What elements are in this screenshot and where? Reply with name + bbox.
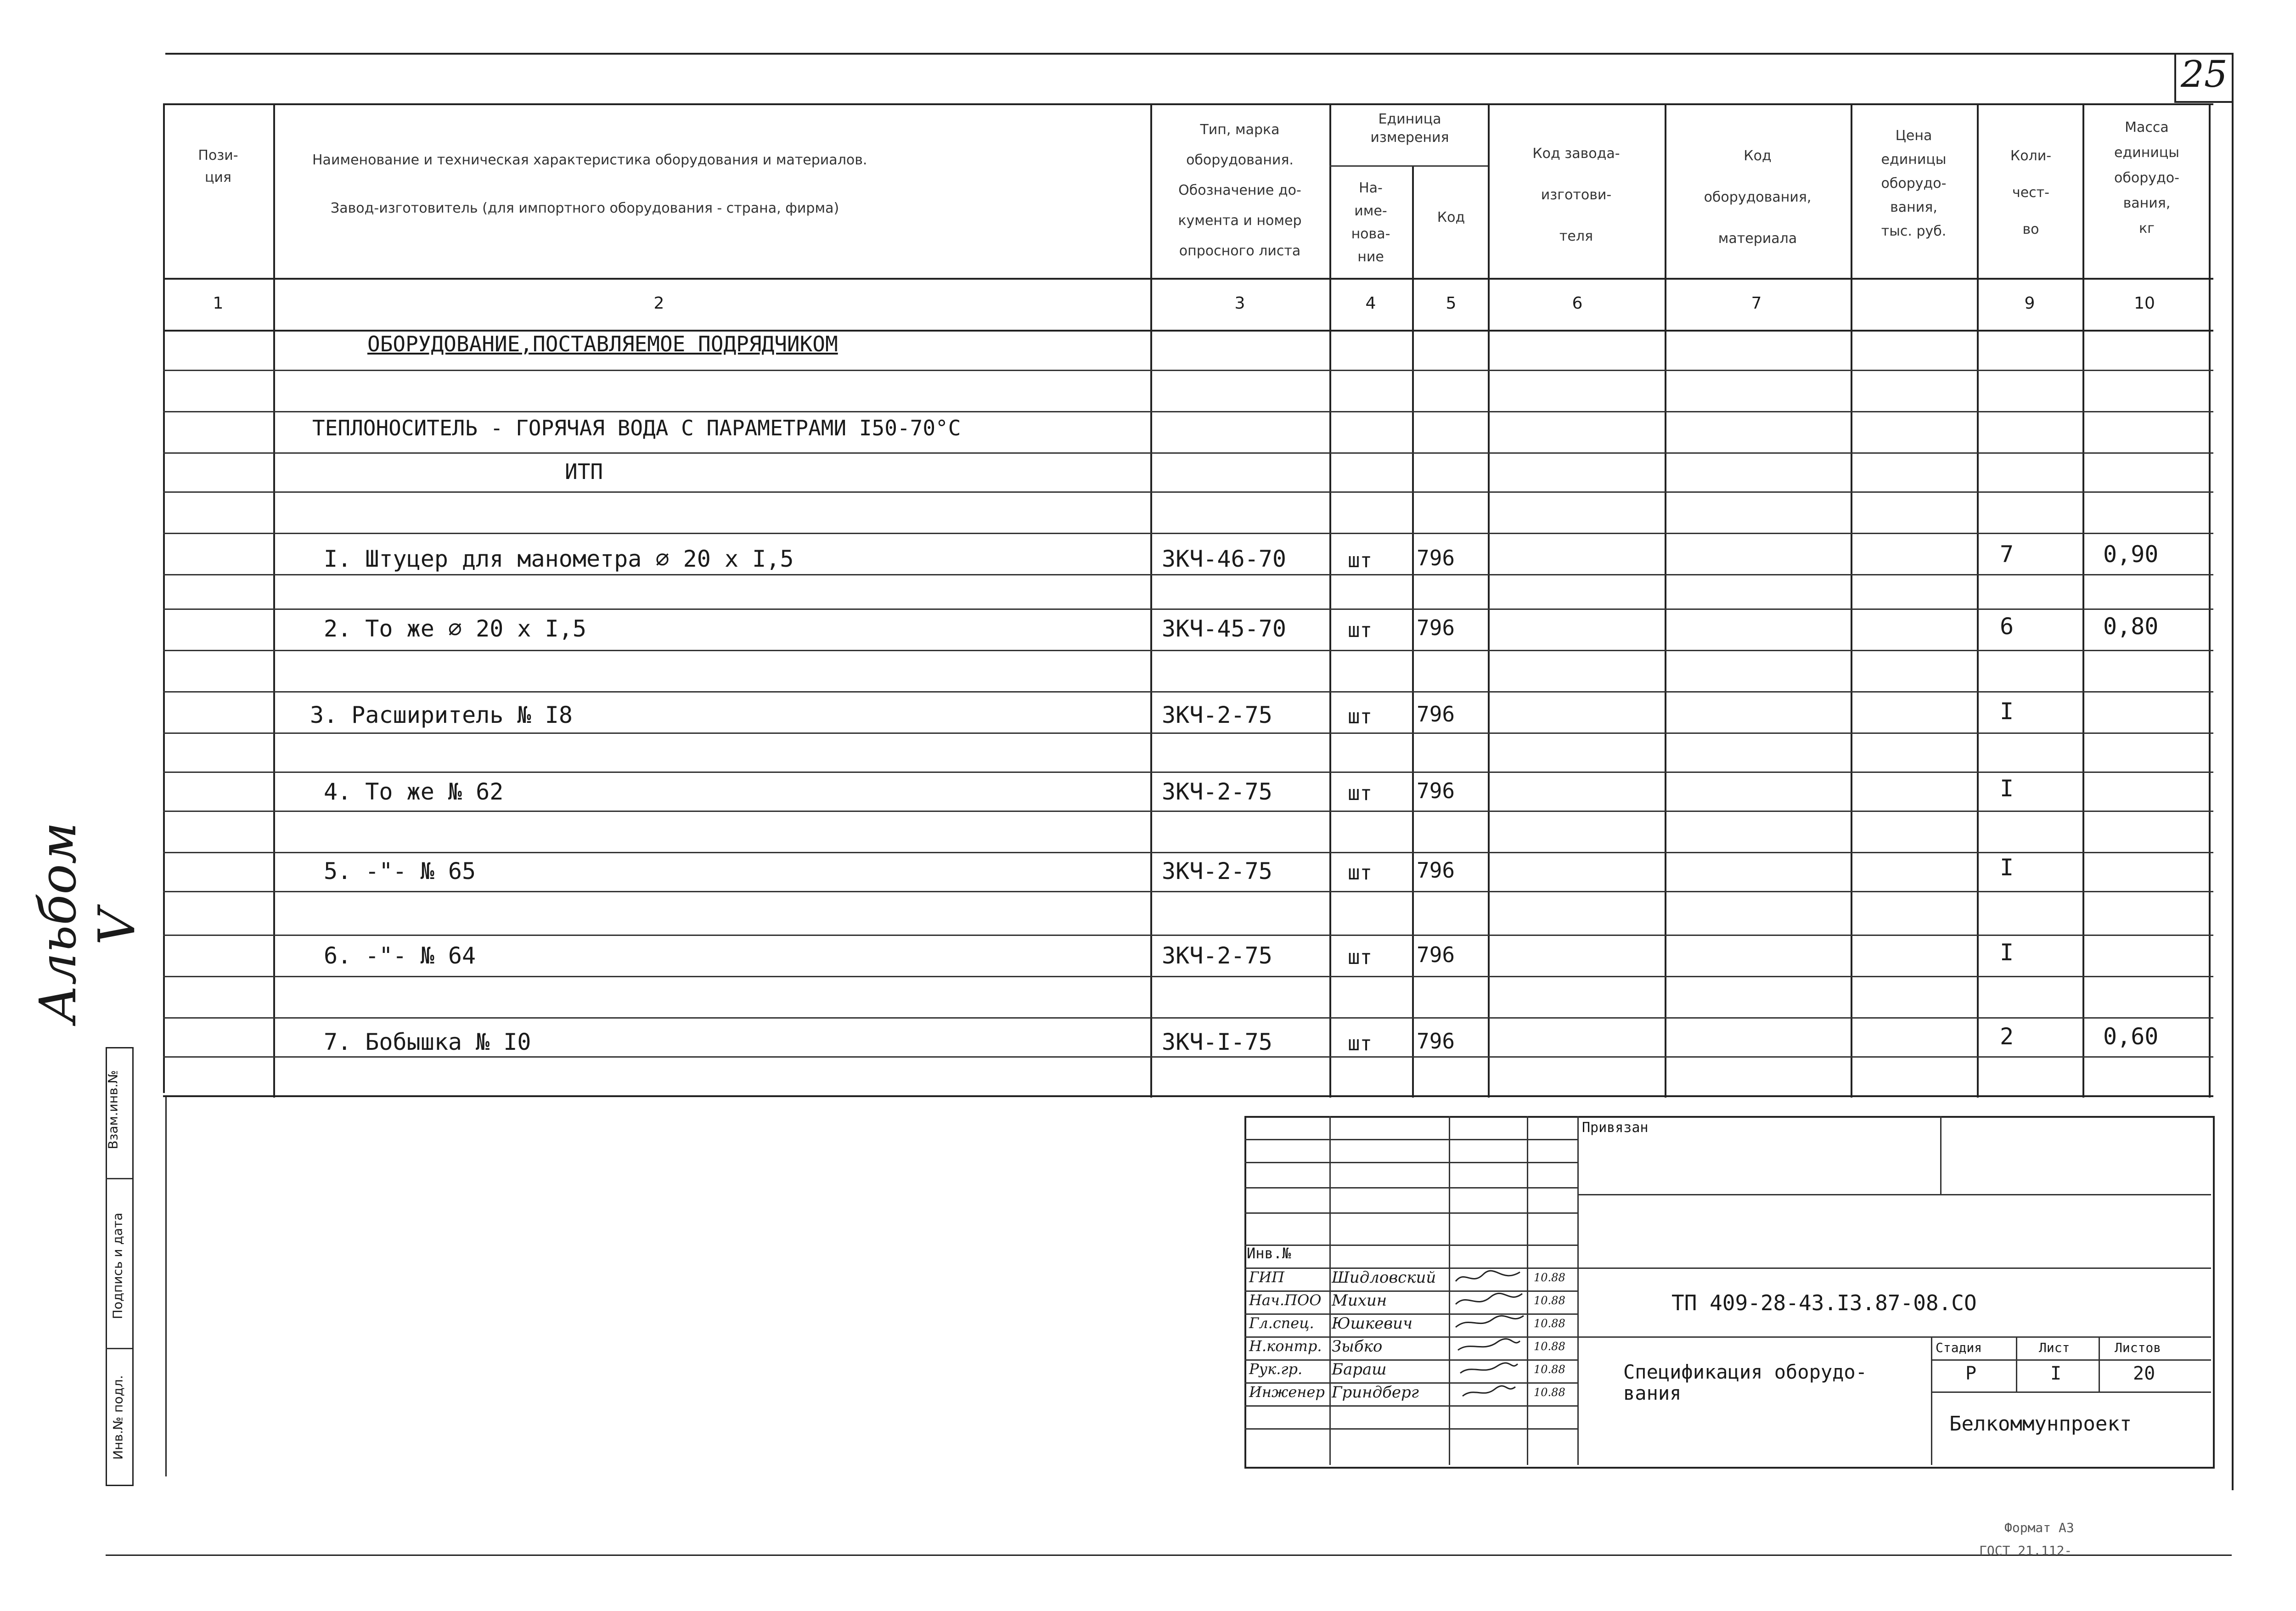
tb-row (1244, 1139, 1577, 1140)
col-line-0 (163, 103, 165, 1093)
row-code: 796 (1417, 702, 1455, 727)
table-bottom (163, 1095, 2213, 1097)
header-bottom (163, 278, 2213, 280)
page-number: 25 (2181, 53, 2228, 96)
row-name: 4. То же № 62 (324, 778, 504, 805)
row-qty: 6 (2000, 613, 2014, 640)
header-unit-code: Код (1437, 209, 1465, 225)
header-quantity: Коли- чест- во (2010, 148, 2052, 237)
tb-row (1244, 1187, 1577, 1189)
row-line (163, 811, 2213, 812)
tb-row (1244, 1405, 1577, 1407)
tb-row (1244, 1162, 1577, 1163)
colnum-3: 3 (1234, 294, 1245, 313)
row-line (163, 574, 2213, 575)
signer-role: ГИП (1249, 1268, 1284, 1286)
row-mass: 0,60 (2103, 1023, 2159, 1050)
subsection-title: ТЕПЛОНОСИТЕЛЬ - ГОРЯЧАЯ ВОДА С ПАРАМЕТРАМИ I50-70°С (312, 416, 961, 440)
doc-title: Спецификация оборудо- вания (1623, 1361, 1868, 1404)
row-type: ЗКЧ-I-75 (1162, 1029, 1272, 1055)
row-name: 3. Расширитель № I8 (310, 702, 573, 728)
row-unit: шт (1348, 619, 1372, 642)
signer-role: Нач.ПОО (1249, 1291, 1322, 1309)
row-type: ЗКЧ-2-75 (1162, 858, 1272, 884)
row-line (163, 935, 2213, 936)
row-qty: 2 (2000, 1023, 2014, 1050)
tb-right-row (1577, 1267, 2211, 1269)
row-code: 796 (1417, 546, 1455, 570)
tb-right-vline (2016, 1336, 2017, 1391)
col-line-7 (1851, 103, 1852, 1098)
row-line (163, 452, 2213, 454)
colnum-1: 1 (213, 294, 224, 313)
doc-code: ТП 409-28-43.I3.87-08.СО (1671, 1290, 1977, 1315)
signer-role: Рук.гр. (1249, 1360, 1303, 1378)
tb-row (1244, 1245, 1577, 1246)
row-line (163, 650, 2213, 651)
side-stamp-divider (106, 1178, 132, 1179)
signer-date: 10.88 (1534, 1294, 1565, 1307)
footer-standard: ГОСТ 21.112- (1979, 1543, 2072, 1558)
row-line (163, 772, 2213, 773)
row-name: 2. То же ∅ 20 x I,5 (324, 615, 586, 642)
tb-right-vline (2099, 1336, 2100, 1391)
row-type: ЗКЧ-45-70 (1162, 615, 1286, 642)
tb-right-row (1577, 1194, 2211, 1195)
colnum-4: 4 (1365, 294, 1376, 313)
row-line (163, 608, 2213, 610)
col-line-5 (1488, 103, 1490, 1098)
tb-inv-no: Инв.№ (1247, 1245, 1291, 1262)
row-qty: I (2000, 939, 2014, 966)
row-line (163, 691, 2213, 693)
row-unit: шт (1348, 705, 1372, 728)
header-unit-name: На- име- нова- ние (1351, 180, 1390, 265)
header-factory-code: Код завода- изготови- теля (1532, 146, 1620, 244)
row-line (163, 1056, 2213, 1058)
header-name-line1: Наименование и техническая характеристика оборудования и материалов. (312, 152, 867, 168)
row-line (163, 852, 2213, 853)
row-unit: шт (1348, 1032, 1372, 1055)
side-stamp-divider (106, 1348, 132, 1349)
row-code: 796 (1417, 942, 1455, 967)
lower-left-line (165, 1095, 167, 1476)
signer-date: 10.88 (1534, 1340, 1565, 1353)
stage-label: Стадия (1936, 1340, 1982, 1355)
bottom-border (106, 1555, 2232, 1556)
signer-name: Юшкевич (1332, 1314, 1413, 1333)
row-code: 796 (1417, 858, 1455, 883)
row-unit: шт (1348, 946, 1372, 969)
row-qty: I (2000, 854, 2014, 881)
row-name: I. Штуцер для манометра ∅ 20 x I,5 (324, 546, 794, 572)
side-stamp-signature: Подпись и дата (110, 1212, 125, 1319)
signer-name: Гриндберг (1332, 1383, 1419, 1402)
header-name-line2: Завод-изготовитель (для импортного оборудования - страна, фирма) (331, 200, 839, 216)
colnum-7: 7 (1751, 294, 1762, 313)
row-line (163, 533, 2213, 534)
side-stamp-inventory: Инв.№ подл. (110, 1375, 126, 1460)
tb-row (1244, 1212, 1577, 1214)
signer-date: 10.88 (1534, 1271, 1565, 1284)
header-position: Пози- ция (198, 147, 238, 186)
top-border (165, 53, 2232, 55)
row-type: ЗКЧ-2-75 (1162, 702, 1272, 728)
row-name: 6. -"- № 64 (324, 942, 476, 969)
row-mass: 0,80 (2103, 613, 2159, 640)
col-line-9 (2082, 103, 2084, 1098)
row-unit: шт (1348, 782, 1372, 805)
signer-name: Зыбко (1332, 1337, 1383, 1356)
row-type: ЗКЧ-2-75 (1162, 942, 1272, 969)
row-code: 796 (1417, 1029, 1455, 1053)
section-title: ОБОРУДОВАНИЕ,ПОСТАВЛЯЕМОЕ ПОДРЯДЧИКОМ (367, 332, 838, 356)
tb-right-row (1931, 1391, 2211, 1393)
footer-format: Формат А3 (2004, 1520, 2074, 1535)
signature-scribbles (1451, 1265, 1527, 1403)
row-type: ЗКЧ-46-70 (1162, 546, 1286, 572)
album-label: Альбом V (28, 822, 146, 1023)
stage-value: Р (1965, 1363, 1977, 1384)
colnum-10: 10 (2134, 294, 2155, 313)
tb-right-row (1577, 1336, 2211, 1338)
row-line (163, 732, 2213, 734)
signer-date: 10.88 (1534, 1386, 1565, 1399)
tb-right-vline (1931, 1336, 1932, 1465)
row-name: 7. Бобышка № I0 (324, 1029, 531, 1055)
row-type: ЗКЧ-2-75 (1162, 778, 1272, 805)
header-mass: Масса единицы оборудо- вания, кг (2114, 119, 2179, 237)
header-unit-group: Единица измерения (1370, 111, 1449, 146)
colnum-5: 5 (1446, 294, 1457, 313)
tb-vline (1577, 1116, 1579, 1465)
row-qty: I (2000, 698, 2014, 725)
col-line-10 (2209, 103, 2211, 1098)
header-price: Цена единицы оборудо- вания, тыс. руб. (1881, 128, 1947, 239)
row-mass: 0,90 (2103, 541, 2159, 568)
row-line (163, 370, 2213, 371)
row-code: 796 (1417, 778, 1455, 803)
signer-date: 10.88 (1534, 1363, 1565, 1376)
colnum-9: 9 (2024, 294, 2035, 313)
col-line-1 (273, 103, 275, 1098)
col-line-8 (1977, 103, 1979, 1098)
header-equipment-code: Код оборудования, материала (1704, 148, 1812, 247)
tb-right-row (1931, 1359, 2211, 1361)
sheets-value: 20 (2133, 1363, 2155, 1384)
col-line-6 (1665, 103, 1666, 1098)
page-number-box (2174, 53, 2234, 103)
row-qty: I (2000, 775, 2014, 802)
col-line-3 (1329, 103, 1331, 1098)
row-line (163, 411, 2213, 412)
colnum-2: 2 (653, 294, 664, 313)
row-line (163, 891, 2213, 892)
row-line (163, 491, 2213, 493)
row-line (163, 1017, 2213, 1019)
side-stamp-exchange: Взам.инв.№ (105, 1070, 121, 1149)
signer-name: Шидловский (1332, 1268, 1436, 1287)
row-name: 5. -"- № 65 (324, 858, 476, 884)
right-border (2232, 53, 2234, 1490)
signer-date: 10.88 (1534, 1317, 1565, 1330)
signer-role: Инженер (1249, 1383, 1325, 1401)
signer-role: Н.контр. (1249, 1337, 1322, 1355)
table-top (163, 103, 2213, 105)
subsection-code: ИТП (565, 459, 603, 484)
row-code: 796 (1417, 615, 1455, 640)
unit-group-divider (1329, 165, 1488, 167)
col-line-2 (1150, 103, 1152, 1098)
row-line (163, 976, 2213, 977)
header-type: Тип, марка оборудования. Обозначение до- кумента и номер опросного листа (1178, 122, 1302, 259)
signer-name: Михин (1332, 1291, 1387, 1310)
tb-right-vline (1940, 1116, 1941, 1194)
sheet-label: Лист (2039, 1340, 2070, 1355)
row-unit: шт (1348, 861, 1372, 884)
organization: Белкоммунпроект (1949, 1412, 2132, 1436)
signer-role: Гл.спец. (1249, 1314, 1314, 1332)
row-unit: шт (1348, 549, 1372, 572)
sheet-value: I (2050, 1363, 2062, 1384)
sheets-label: Листов (2115, 1340, 2161, 1355)
colnum-6: 6 (1572, 294, 1583, 313)
tb-privyazan: Привязан (1582, 1120, 1649, 1136)
signer-name: Бараш (1332, 1360, 1387, 1379)
row-qty: 7 (2000, 541, 2014, 568)
tb-row (1244, 1428, 1577, 1430)
